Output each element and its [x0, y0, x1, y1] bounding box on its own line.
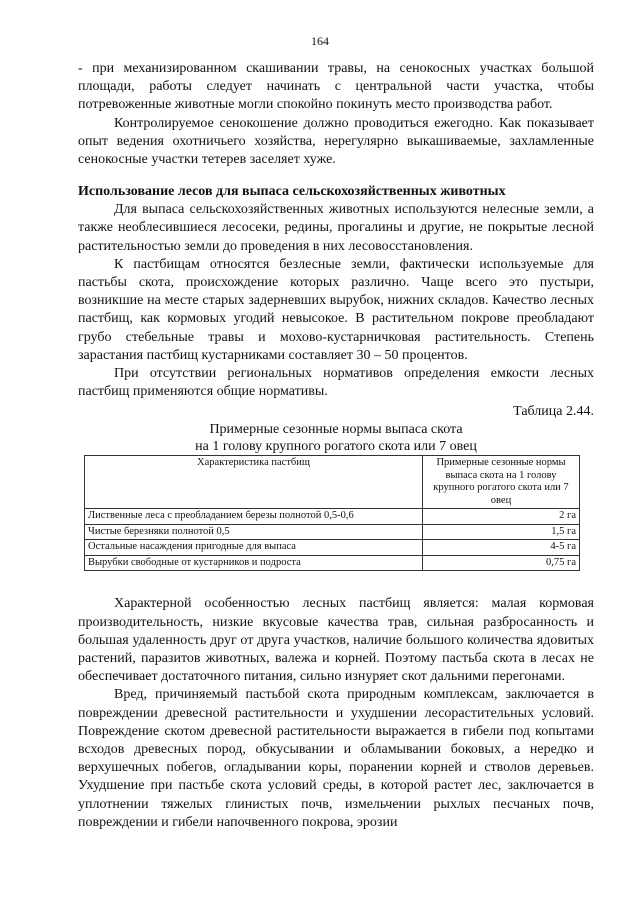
table-header-characteristic: Характеристика пастбищ: [85, 456, 423, 509]
table-header-row: [85, 456, 580, 509]
table-cell-name: Чистые березняки полнотой 0,5: [85, 524, 423, 540]
table-cell-value: 2 га: [423, 509, 580, 525]
table-row: [85, 555, 580, 571]
paragraph: Для выпаса сельскохозяйственных животных используются нелесные земли, а также необлесившиеся лесосеки, редины, прогалины и другие, не покрытые лесной растительностью земли до проведения в них лесовосстановления.: [78, 202, 594, 254]
table-row: [85, 509, 580, 525]
paragraph: Характерной особенностью лесных пастбищ является: малая кормовая производительность, низкие вкусовые качества трав, сильная разбросанность и большая удаленность друг от друга участков, наличие большого количества ядовитых растений, паразитов животных, валежа и корней. Поэтому пастьба скота в лесах не обеспечивает достаточного питания, сильно изнуряет скот дальними перегонами.: [78, 596, 594, 685]
table-cell-name: Вырубки свободные от кустарников и подроста: [85, 555, 423, 571]
table-title-line2: на 1 голову крупного рогатого скота или 7 овец: [195, 439, 477, 455]
table-cell-value: 1,5 га: [423, 524, 580, 540]
table-title-line1: Примерные сезонные нормы выпаса скота: [209, 422, 463, 438]
table-header-norm: Примерные сезонные нормы выпаса скота на 1 голову крупного рогатого скота или 7 овец: [423, 456, 580, 509]
paragraph: При отсутствии региональных нормативов определения емкости лесных пастбищ применяются общие нормативы.: [78, 366, 594, 400]
table-cell-name: Остальные насаждения пригодные для выпаса: [85, 540, 423, 556]
table-cell-value: 0,75 га: [423, 555, 580, 571]
table-row: [85, 540, 580, 556]
paragraph: Контролируемое сенокошение должно проводиться ежегодно. Как показывает опыт ведения охотничьего хозяйства, нерегулярно выкашиваемые, захламленные сенокосные участки тетерев заселяет хуже.: [78, 115, 594, 168]
paragraph: Вред, причиняемый пастьбой скота природным комплексам, заключается в повреждении древесной растительности и ухудшении лесорастительных условий. Повреждение скотом древесной растительности выражается в гибели под копытами всходов древесных пород, обкусывании и обламывании боковых, а нередко и верхушечных побегов, огладывании коры, поранении корней и стволов деревьев. Ухудшение при пастьбе скота условий среды, в которой растет лес, заключается в уплотнении тяжелых глинистых почв, измельчении рыхлых песчаных почв, повреждении и гибели напочвенного покрова, эрозии: [78, 687, 594, 830]
grazing-norms-table: [84, 455, 580, 571]
table-cell-name: Лиственные леса с преобладанием березы полнотой 0,5-0,6: [85, 509, 423, 525]
page-number: 164: [311, 34, 329, 48]
section-heading: Использование лесов для выпаса сельскохозяйственных животных: [78, 184, 506, 200]
paragraph: К пастбищам относятся безлесные земли, фактически используемые для пастьбы скота, происхождение которых различно. Чаще всего это пустыри, возникшие на месте старых задерневших вырубок, нижних складов. Качество лесных пастбищ, как кормовых угодий невысокое. В растительном покрове преобладают грубо стебельные травы и мохово-кустарничковая растительность. Степень зарастания пастбищ кустарниками составляет 30 – 50 процентов.: [78, 256, 594, 363]
paragraph: - при механизированном скашивании травы, на сенокосных участках большой площади, работы следует начинать с центральной части участка, чтобы потревоженные животные могли спокойно покинуть место производства работ.: [78, 61, 594, 113]
table-label: Таблица 2.44.: [513, 404, 594, 420]
table-cell-value: 4-5 га: [423, 540, 580, 556]
page-content: [78, 60, 594, 832]
table-row: [85, 524, 580, 540]
